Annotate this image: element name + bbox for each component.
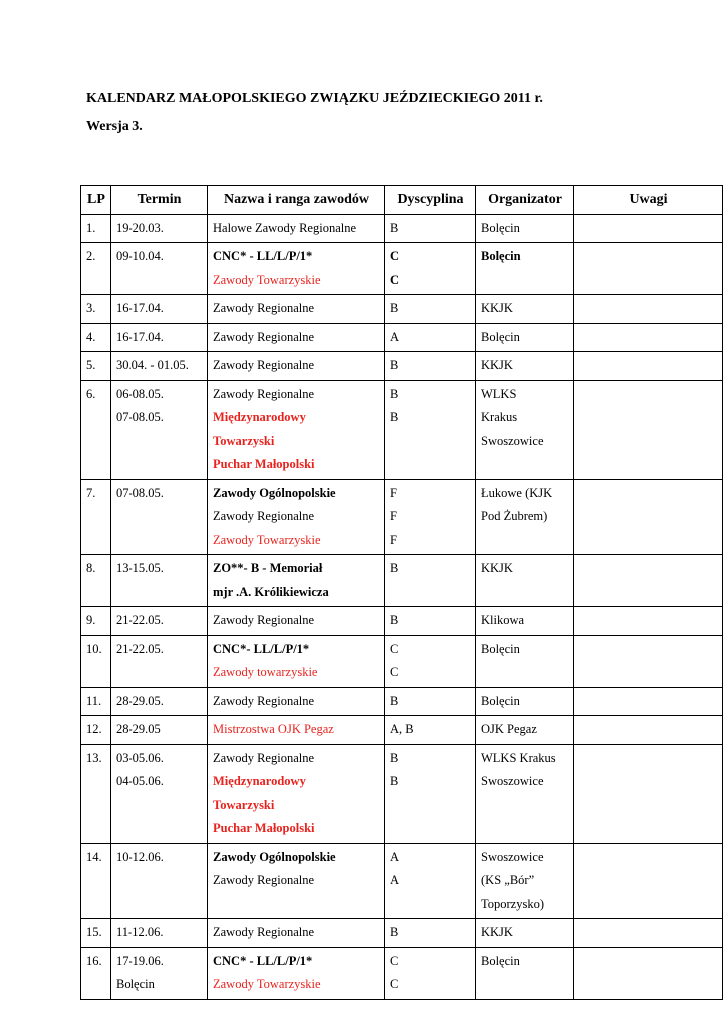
- termin-line: 06-08.05.: [116, 386, 164, 401]
- organizator-line: Bolęcin: [481, 329, 520, 344]
- termin-line: 10-12.06.: [116, 849, 164, 864]
- dyscyplina-line: C: [390, 641, 399, 656]
- cell-uwagi: [574, 295, 723, 324]
- cell-dyscyplina: [385, 380, 476, 479]
- cell-nazwa: [208, 716, 385, 745]
- dyscyplina-line: A: [390, 849, 400, 864]
- cell-lp: 1.: [81, 214, 111, 243]
- dyscyplina-line: B: [390, 220, 399, 235]
- cell-uwagi: [574, 919, 723, 948]
- cell-dyscyplina: [385, 323, 476, 352]
- dyscyplina-line: B: [390, 561, 399, 575]
- cell-uwagi: [574, 479, 723, 555]
- dyscyplina-line: B: [390, 774, 399, 788]
- nazwa-line: Zawody Regionalne: [213, 925, 315, 939]
- termin-line: 30.04. - 01.05.: [116, 358, 189, 372]
- organizator-line: OJK Pegaz: [481, 722, 537, 736]
- table-row: [81, 479, 723, 555]
- cell-dyscyplina: [385, 947, 476, 999]
- cell-lp: 12.: [81, 716, 111, 745]
- cell-organizator: [476, 323, 574, 352]
- cell-organizator: [476, 919, 574, 948]
- cell-dyscyplina: [385, 479, 476, 555]
- organizator-line: Swoszowice: [481, 849, 544, 864]
- cell-nazwa: [208, 947, 385, 999]
- cell-organizator: [476, 843, 574, 919]
- nazwa-line: Zawody Regionalne: [213, 693, 315, 708]
- dyscyplina-line: B: [390, 386, 399, 401]
- table-row: [81, 555, 723, 607]
- header-uwagi: Uwagi: [574, 186, 723, 215]
- table-row: [81, 635, 723, 687]
- termin-line: 17-19.06.: [116, 953, 164, 968]
- organizator-line: Krakus: [481, 410, 518, 424]
- cell-nazwa: [208, 352, 385, 381]
- organizator-line: Łukowe (KJK: [481, 485, 553, 500]
- cell-termin: [111, 479, 208, 555]
- cell-uwagi: [574, 687, 723, 716]
- header-lp: LP: [81, 186, 111, 215]
- cell-nazwa: [208, 635, 385, 687]
- table-row: [81, 323, 723, 352]
- cell-dyscyplina: [385, 555, 476, 607]
- organizator-line: Bolęcin: [481, 953, 520, 968]
- cell-uwagi: [574, 607, 723, 636]
- cell-organizator: [476, 352, 574, 381]
- table-row: [81, 947, 723, 999]
- cell-dyscyplina: [385, 243, 476, 295]
- nazwa-line: Zawody Regionalne: [213, 509, 315, 523]
- nazwa-line: Zawody Regionalne: [213, 386, 315, 401]
- cell-nazwa: [208, 243, 385, 295]
- document-version: Wersja 3.: [86, 119, 143, 134]
- organizator-line: WLKS Krakus: [481, 750, 556, 765]
- cell-nazwa: [208, 555, 385, 607]
- organizator-line: Pod Żubrem): [481, 509, 548, 523]
- termin-line: 07-08.05.: [116, 485, 164, 500]
- cell-termin: [111, 323, 208, 352]
- cell-uwagi: [574, 555, 723, 607]
- organizator-line: Klikowa: [481, 613, 525, 627]
- cell-uwagi: [574, 843, 723, 919]
- table-row: [81, 744, 723, 843]
- cell-nazwa: [208, 607, 385, 636]
- termin-line: 07-08.05.: [116, 410, 164, 424]
- cell-nazwa: [208, 843, 385, 919]
- nazwa-line: CNC* - LL/L/P/1*: [213, 249, 313, 263]
- cell-lp: 10.: [81, 635, 111, 687]
- cell-nazwa: [208, 295, 385, 324]
- dyscyplina-line: C: [390, 272, 400, 287]
- dyscyplina-line: C: [390, 249, 400, 263]
- nazwa-line: Zawody Towarzyskie: [213, 272, 321, 287]
- dyscyplina-line: B: [390, 301, 399, 315]
- dyscyplina-line: C: [390, 665, 399, 679]
- termin-line: 19-20.03.: [116, 220, 164, 235]
- termin-line: 09-10.04.: [116, 249, 164, 263]
- termin-line: 13-15.05.: [116, 561, 164, 575]
- nazwa-line: Zawody Regionalne: [213, 873, 315, 887]
- cell-uwagi: [574, 323, 723, 352]
- cell-termin: [111, 214, 208, 243]
- dyscyplina-line: F: [390, 532, 397, 547]
- nazwa-line: Zawody Regionalne: [213, 358, 315, 372]
- cell-dyscyplina: [385, 214, 476, 243]
- cell-lp: 3.: [81, 295, 111, 324]
- cell-termin: [111, 295, 208, 324]
- cell-organizator: [476, 947, 574, 999]
- table-row: [81, 352, 723, 381]
- cell-nazwa: [208, 479, 385, 555]
- table-row: [81, 295, 723, 324]
- cell-uwagi: [574, 380, 723, 479]
- cell-organizator: [476, 607, 574, 636]
- organizator-line: Bolęcin: [481, 693, 520, 708]
- cell-termin: [111, 843, 208, 919]
- table-row: [81, 214, 723, 243]
- table-row: [81, 716, 723, 745]
- organizator-line: WLKS: [481, 386, 517, 401]
- cell-termin: [111, 716, 208, 745]
- dyscyplina-line: C: [390, 977, 399, 991]
- dyscyplina-line: C: [390, 953, 399, 968]
- termin-line: 16-17.04.: [116, 301, 164, 315]
- table-row: [81, 380, 723, 479]
- cell-dyscyplina: [385, 295, 476, 324]
- cell-termin: [111, 243, 208, 295]
- cell-organizator: [476, 214, 574, 243]
- termin-line: 03-05.06.: [116, 750, 164, 765]
- cell-lp: 11.: [81, 687, 111, 716]
- cell-lp: 15.: [81, 919, 111, 948]
- table-row: [81, 607, 723, 636]
- cell-organizator: [476, 744, 574, 843]
- cell-uwagi: [574, 352, 723, 381]
- cell-organizator: [476, 380, 574, 479]
- calendar-table: [80, 185, 723, 1000]
- termin-line: 11-12.06.: [116, 925, 164, 939]
- cell-organizator: [476, 555, 574, 607]
- cell-dyscyplina: [385, 843, 476, 919]
- cell-lp: 6.: [81, 380, 111, 479]
- termin-line: 21-22.05.: [116, 641, 164, 656]
- nazwa-line: Mistrzostwa OJK Pegaz: [213, 722, 334, 736]
- nazwa-line: Towarzyski: [213, 797, 275, 812]
- organizator-line: Toporzysko): [481, 896, 545, 911]
- nazwa-line: Zawody Towarzyskie: [213, 977, 321, 991]
- organizator-line: Bolęcin: [481, 249, 521, 263]
- header-dyscyplina: Dyscyplina: [385, 186, 476, 215]
- nazwa-line: CNC* - LL/L/P/1*: [213, 953, 313, 968]
- termin-line: 04-05.06.: [116, 774, 164, 788]
- cell-uwagi: [574, 214, 723, 243]
- table-row: [81, 687, 723, 716]
- header-organizator: Organizator: [476, 186, 574, 215]
- nazwa-line: Towarzyski: [213, 433, 275, 448]
- cell-lp: 9.: [81, 607, 111, 636]
- header-termin: Termin: [111, 186, 208, 215]
- dyscyplina-line: A: [390, 329, 400, 344]
- dyscyplina-line: A: [390, 873, 400, 887]
- cell-termin: [111, 607, 208, 636]
- nazwa-line: Puchar Małopolski: [213, 821, 315, 835]
- cell-lp: 8.: [81, 555, 111, 607]
- dyscyplina-line: B: [390, 358, 399, 372]
- dyscyplina-line: B: [390, 750, 399, 765]
- organizator-line: KKJK: [481, 301, 513, 315]
- cell-lp: 14.: [81, 843, 111, 919]
- dyscyplina-line: A, B: [390, 722, 414, 736]
- nazwa-line: Zawody Regionalne: [213, 750, 315, 765]
- cell-lp: 4.: [81, 323, 111, 352]
- cell-lp: 16.: [81, 947, 111, 999]
- dyscyplina-line: F: [390, 485, 397, 500]
- nazwa-line: Zawody Regionalne: [213, 613, 315, 627]
- cell-uwagi: [574, 947, 723, 999]
- nazwa-line: mjr .A. Królikiewicza: [213, 584, 329, 599]
- dyscyplina-line: B: [390, 925, 399, 939]
- cell-lp: 13.: [81, 744, 111, 843]
- cell-organizator: [476, 635, 574, 687]
- termin-line: Bolęcin: [116, 977, 155, 991]
- dyscyplina-line: B: [390, 613, 399, 627]
- cell-uwagi: [574, 716, 723, 745]
- table-row: [81, 843, 723, 919]
- cell-nazwa: [208, 323, 385, 352]
- organizator-line: KKJK: [481, 561, 513, 575]
- cell-uwagi: [574, 635, 723, 687]
- organizator-line: Bolęcin: [481, 220, 520, 235]
- table-row: [81, 919, 723, 948]
- organizator-line: Bolęcin: [481, 641, 520, 656]
- document-title: KALENDARZ MAŁOPOLSKIEGO ZWIĄZKU JEŹDZIECKIEGO 2011 r.: [86, 91, 543, 106]
- nazwa-line: Zawody towarzyskie: [213, 665, 318, 679]
- cell-dyscyplina: [385, 716, 476, 745]
- termin-line: 28-29.05.: [116, 693, 164, 708]
- cell-termin: [111, 687, 208, 716]
- cell-termin: [111, 947, 208, 999]
- cell-termin: [111, 352, 208, 381]
- cell-dyscyplina: [385, 744, 476, 843]
- nazwa-line: Międzynarodowy: [213, 410, 306, 424]
- cell-nazwa: [208, 214, 385, 243]
- cell-dyscyplina: [385, 635, 476, 687]
- nazwa-line: Zawody Regionalne: [213, 329, 315, 344]
- nazwa-line: Halowe Zawody Regionalne: [213, 220, 357, 235]
- dyscyplina-line: B: [390, 410, 399, 424]
- dyscyplina-line: B: [390, 693, 399, 708]
- cell-organizator: [476, 716, 574, 745]
- cell-termin: [111, 635, 208, 687]
- cell-organizator: [476, 243, 574, 295]
- nazwa-line: Zawody Ogólnopolskie: [213, 485, 336, 500]
- cell-termin: [111, 919, 208, 948]
- organizator-line: KKJK: [481, 358, 513, 372]
- organizator-line: Swoszowice: [481, 433, 544, 448]
- cell-nazwa: [208, 744, 385, 843]
- cell-nazwa: [208, 919, 385, 948]
- cell-uwagi: [574, 744, 723, 843]
- organizator-line: Swoszowice: [481, 774, 544, 788]
- cell-organizator: [476, 479, 574, 555]
- dyscyplina-line: F: [390, 509, 397, 523]
- table-header-row: [81, 186, 723, 215]
- termin-line: 28-29.05: [116, 722, 161, 736]
- nazwa-line: Zawody Towarzyskie: [213, 532, 321, 547]
- cell-lp: 7.: [81, 479, 111, 555]
- termin-line: 21-22.05.: [116, 613, 164, 627]
- nazwa-line: Zawody Regionalne: [213, 301, 315, 315]
- cell-termin: [111, 555, 208, 607]
- cell-dyscyplina: [385, 687, 476, 716]
- nazwa-line: ZO**- B - Memoriał: [213, 561, 323, 575]
- header-nazwa: Nazwa i ranga zawodów: [208, 186, 385, 215]
- cell-uwagi: [574, 243, 723, 295]
- cell-dyscyplina: [385, 607, 476, 636]
- termin-line: 16-17.04.: [116, 329, 164, 344]
- cell-dyscyplina: [385, 352, 476, 381]
- cell-lp: 5.: [81, 352, 111, 381]
- nazwa-line: Puchar Małopolski: [213, 457, 315, 471]
- cell-organizator: [476, 295, 574, 324]
- cell-termin: [111, 380, 208, 479]
- table-row: [81, 243, 723, 295]
- cell-termin: [111, 744, 208, 843]
- nazwa-line: Zawody Ogólnopolskie: [213, 849, 336, 864]
- cell-dyscyplina: [385, 919, 476, 948]
- nazwa-line: CNC*- LL/L/P/1*: [213, 641, 310, 656]
- cell-organizator: [476, 687, 574, 716]
- organizator-line: (KS „Bór”: [481, 873, 535, 887]
- cell-nazwa: [208, 380, 385, 479]
- cell-lp: 2.: [81, 243, 111, 295]
- organizator-line: KKJK: [481, 925, 513, 939]
- nazwa-line: Międzynarodowy: [213, 774, 306, 788]
- cell-nazwa: [208, 687, 385, 716]
